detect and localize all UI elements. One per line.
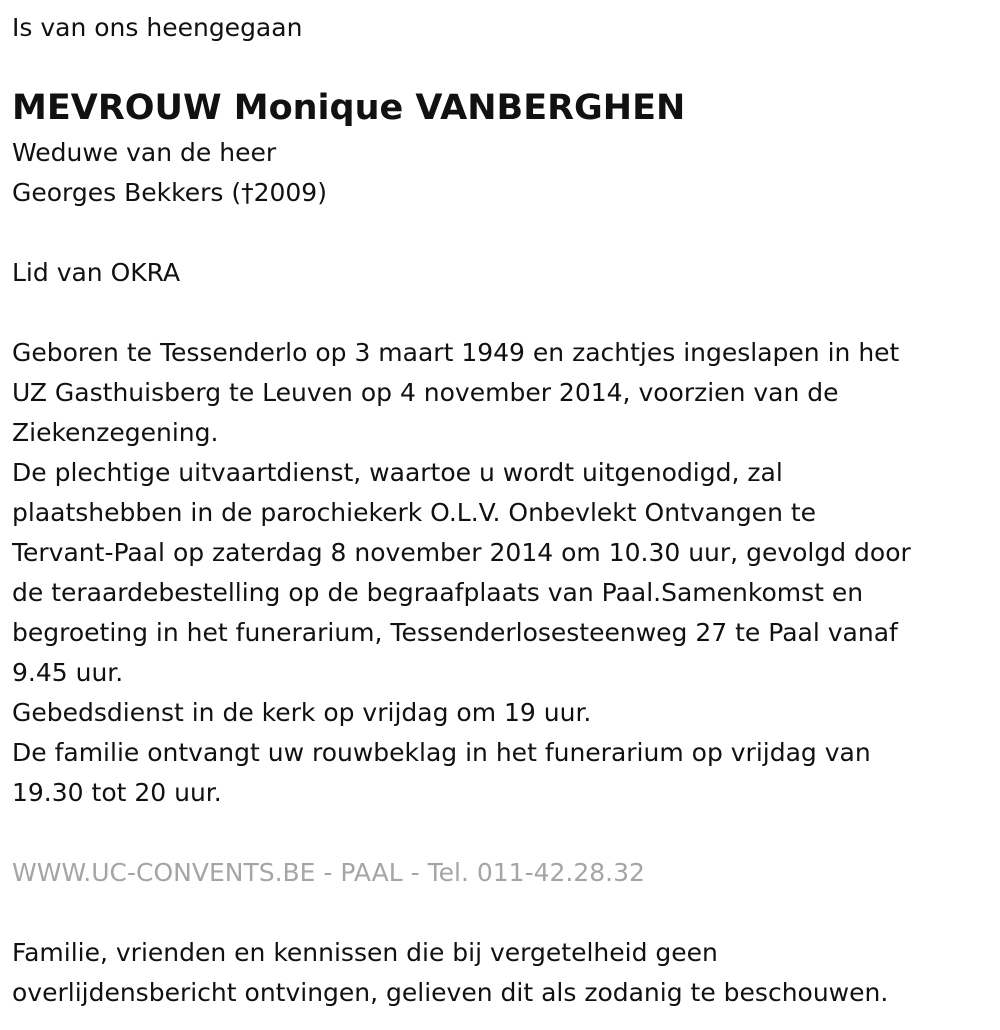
membership-text: Lid van OKRA [12, 258, 181, 287]
intro-text: Is van ons heengegaan [12, 13, 303, 42]
body-line: Tervant-Paal op zaterdag 8 november 2014 om 10.30 uur, gevolgd door [12, 538, 911, 567]
widow-line: Georges Bekkers (†2009) [12, 178, 327, 207]
body-line: begroeting in het funerarium, Tessenderlosesteenweg 27 te Paal vanaf [12, 618, 898, 647]
deceased-name: MEVROUW Monique VANBERGHEN [12, 88, 686, 128]
spacer [12, 213, 988, 253]
body-line: 19.30 tot 20 uur. [12, 778, 222, 807]
spacer [12, 813, 988, 853]
body-line: Ziekenzegening. [12, 418, 219, 447]
body-line: De familie ontvangt uw rouwbeklag in het funerarium op vrijdag van [12, 738, 871, 767]
body-line: 9.45 uur. [12, 658, 124, 687]
notice-footer [12, 933, 988, 1013]
funeral-home-contact: WWW.UC-CONVENTS.BE - PAAL - Tel. 011-42.28.32 [12, 858, 645, 887]
body-line: de teraardebestelling op de begraafplaats van Paal.Samenkomst en [12, 578, 864, 607]
notice-body [12, 333, 988, 813]
widow-line: Weduwe van de heer [12, 138, 277, 167]
body-line: plaatshebben in de parochiekerk O.L.V. Onbevlekt Ontvangen te [12, 498, 817, 527]
footer-line: Familie, vrienden en kennissen die bij vergetelheid geen [12, 938, 718, 967]
spacer [12, 293, 988, 333]
footer-line: overlijdensbericht ontvingen, gelieven dit als zodanig te beschouwen. [12, 978, 889, 1007]
body-line: UZ Gasthuisberg te Leuven op 4 november 2014, voorzien van de [12, 378, 839, 407]
widow-info [12, 133, 988, 213]
body-line: Geboren te Tessenderlo op 3 maart 1949 en zachtjes ingeslapen in het [12, 338, 900, 367]
body-line: Gebedsdienst in de kerk op vrijdag om 19 uur. [12, 698, 592, 727]
spacer [12, 893, 988, 933]
body-line: De plechtige uitvaartdienst, waartoe u wordt uitgenodigd, zal [12, 458, 783, 487]
